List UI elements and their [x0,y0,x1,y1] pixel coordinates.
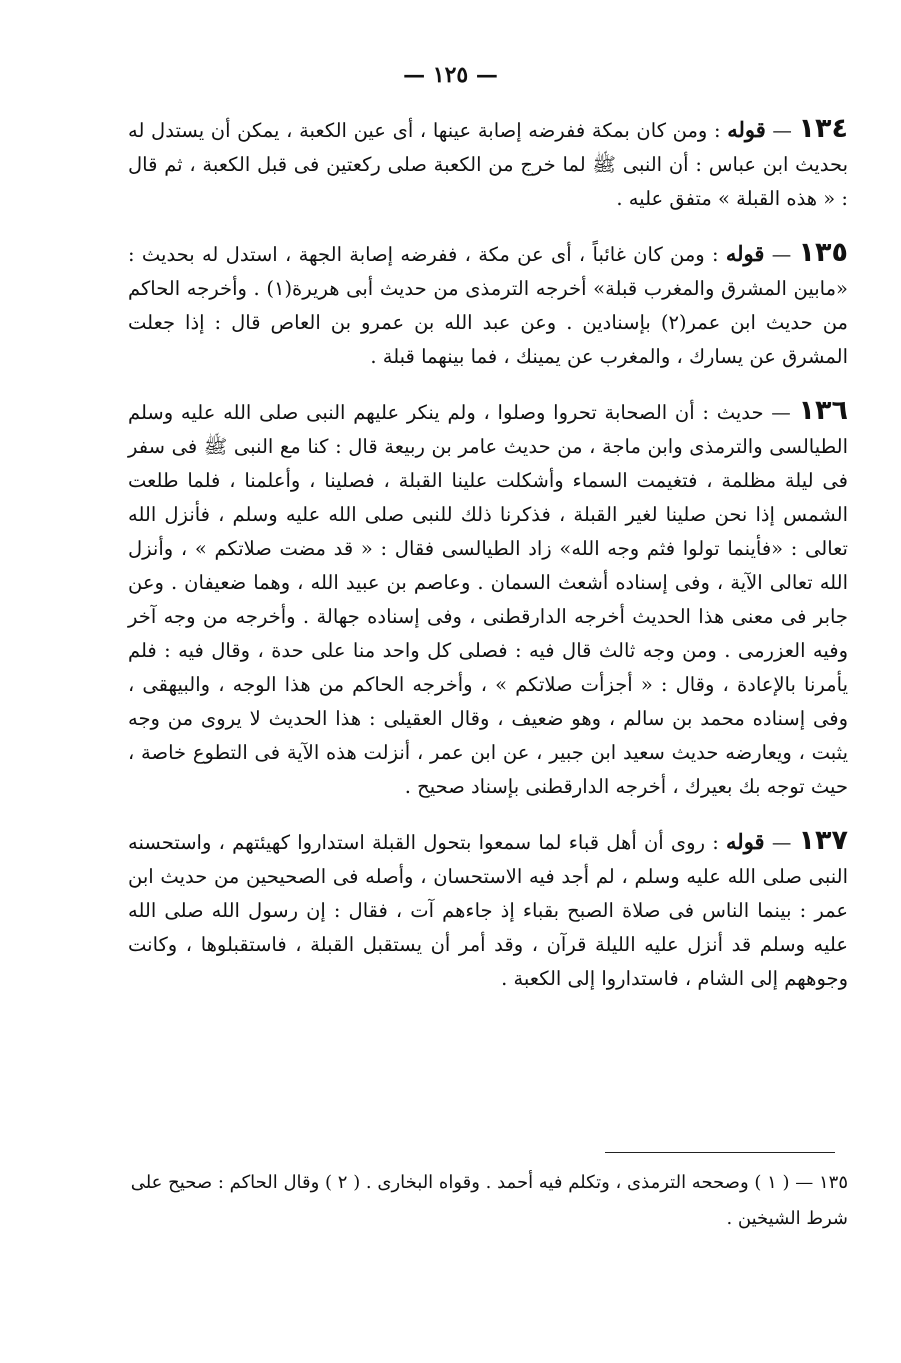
main-text [128,112,848,1016]
paragraph-keyword: قوله [725,241,765,266]
paragraph-dash: — [764,243,799,266]
paragraph-keyword: قوله [726,829,765,854]
paragraph-136 [128,394,848,804]
footnote-divider [605,1152,835,1153]
paragraph-number: ١٣٤ [798,113,848,144]
paragraph-number: ١٣٥ [798,237,848,268]
paragraph-text: : ومن كان غائباً ، أى عن مكة ، ففرضه إصابة الجهة ، استدل له بحديث : «مابين المشرق والمغرب قبلة» أخرجه الترمذى من حديث أبى هريرة(١) . وأخرجه الحاكم من حديث ابن عمر(٢) بإسنادين . وعن عبد الله بن عمرو بن العاص قال : إذا جعلت المشرق عن يسارك ، والمغرب عن يمينك ، فما بينهما قبلة . [128,243,848,368]
paragraph-text: : ومن كان بمكة ففرضه إصابة عينها ، أى عين الكعبة ، يمكن أن يستدل له بحديث ابن عباس : أن النبى ﷺ لما خرج من الكعبة صلى ركعتين فى قبل الكعبة ، ثم قال : « هذه القبلة » متفق عليه . [128,119,848,210]
paragraph-dash: — [763,401,799,424]
page-number: — ١٢٥ — [403,62,498,88]
paragraph-dash: — [765,119,799,142]
paragraph-137 [128,824,848,996]
paragraph-number: ١٣٦ [798,395,848,426]
paragraph-text: حديث : أن الصحابة تحروا وصلوا ، ولم ينكر عليهم النبى صلى الله عليه وسلم الطيالسى والترمذى وابن ماجة ، من حديث عامر بن ربيعة قال : كنا مع النبى ﷺ فى سفر فى ليلة مظلمة ، فتغيمت السماء وأشكلت علينا القبلة ، فصلينا ، وأعلمنا ، فلما طلعت الشمس إذا نحن صلينا لغير القبلة ، فذكرنا ذلك للنبى صلى الله عليه وسلم ، فأنزل الله تعالى : «فأينما تولوا فثم وجه الله» زاد الطيالسى فقال : « قد مضت صلاتكم » ، وأنزل الله تعالى الآية ، وفى إسناده أشعث السمان . وعاصم بن عبيد الله ، وهما ضعيفان . وعن جابر فى معنى هذا الحديث أخرجه الدارقطنى ، وفى إسناده جهالة . وأخرجه من وجه آخر وفيه العزرمى . ومن وجه ثالث قال فيه : فصلى كل واحد منا على حدة ، وقال فيه : فلم يأمرنا بالإعادة ، وقال : « أجزأت صلاتكم » ، وأخرجه الحاكم من هذا الوجه ، والبيهقى ، وفى إسناده محمد بن سالم ، وهو ضعيف ، وقال العقيلى : هذا الحديث لا يروى من وجه يثبت ، ويعارضه حديث سعيد ابن جبير ، عن ابن عمر ، أنزلت هذه الآية فى التطوع خاصة ، حيث توجه بك بعيرك ، أخرجه الدارقطنى بإسناد صحيح . [128,401,848,798]
paragraph-number: ١٣٧ [798,825,848,856]
paragraph-text: : روى أن أهل قباء لما سمعوا بتحول القبلة استداروا كهيئتهم ، واستحسنه النبى صلى الله عليه وسلم ، لم أجد فيه الاستحسان ، وأصله فى الصحيحين من حديث ابن عمر : بينما الناس فى صلاة الصبح بقباء إذ جاءهم آت ، فقال : إن رسول الله صلى الله عليه وسلم قد أنزل عليه الليلة قرآن ، وقد أمر أن يستقبل القبلة ، فاستقبلوها ، وكانت وجوههم إلى الشام ، فاستداروا إلى الكعبة . [128,831,848,990]
paragraph-dash: — [764,831,799,854]
paragraph-135 [128,236,848,374]
footnote: ١٣٥ — ( ١ ) وصححه الترمذى ، وتكلم فيه أحمد . وقواه البخارى . ( ٢ ) وقال الحاكم : صحيح على شرط الشيخين . [130,1172,848,1229]
paragraph-keyword: قوله [727,117,766,142]
paragraph-134 [128,112,848,216]
